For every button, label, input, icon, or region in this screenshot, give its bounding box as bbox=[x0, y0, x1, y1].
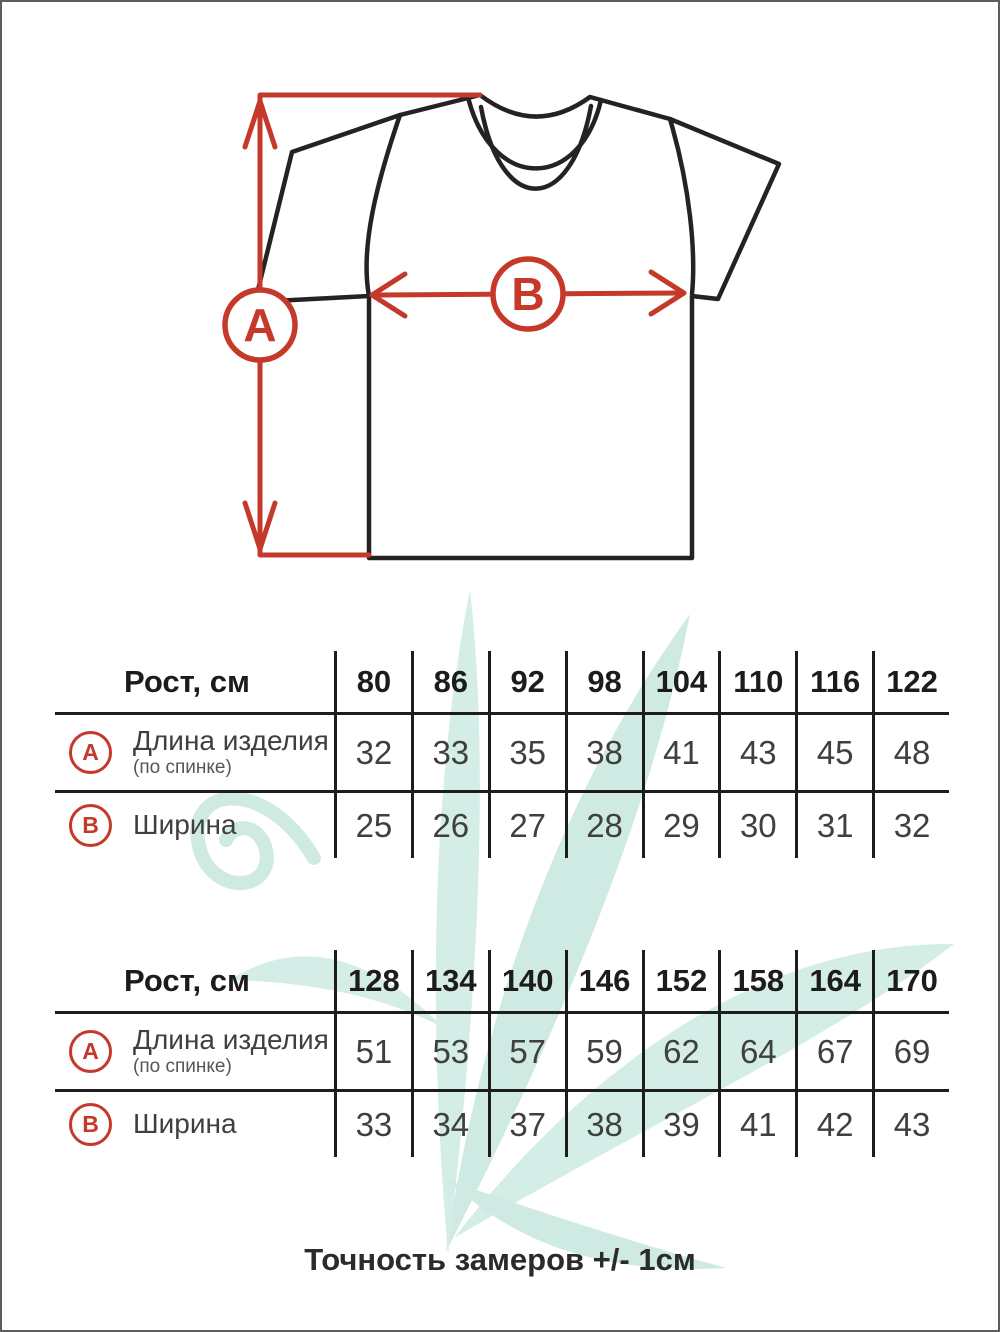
length-label-main: Длина изделия bbox=[133, 724, 329, 756]
tshirt-measurement-diagram bbox=[2, 2, 1000, 602]
size-header-cell: 110 bbox=[718, 651, 795, 712]
value-cell: 42 bbox=[795, 1092, 872, 1157]
width-row bbox=[55, 1092, 949, 1157]
marker-b-badge bbox=[69, 804, 112, 847]
value-cell: 39 bbox=[642, 1092, 719, 1157]
marker-a-letter: A bbox=[82, 1038, 99, 1064]
marker-b-letter: B bbox=[82, 812, 99, 838]
size-table-toddler bbox=[55, 651, 949, 858]
size-header-cell: 134 bbox=[411, 950, 488, 1011]
size-header-cell: 86 bbox=[411, 651, 488, 712]
marker-b-letter: B bbox=[82, 1111, 99, 1137]
size-header-cell: 122 bbox=[872, 651, 949, 712]
size-header-cell: 128 bbox=[334, 950, 411, 1011]
length-row bbox=[55, 1014, 949, 1092]
value-cell: 37 bbox=[488, 1092, 565, 1157]
size-header-cell: 170 bbox=[872, 950, 949, 1011]
table-header-row bbox=[55, 651, 949, 715]
value-cell: 48 bbox=[872, 715, 949, 790]
size-header-cell: 158 bbox=[718, 950, 795, 1011]
height-header-label: Рост, см bbox=[124, 962, 250, 998]
value-cell: 32 bbox=[872, 793, 949, 858]
marker-a-badge bbox=[69, 1030, 112, 1073]
value-cell: 64 bbox=[718, 1014, 795, 1089]
value-cell: 30 bbox=[718, 793, 795, 858]
size-header-cell: 104 bbox=[642, 651, 719, 712]
value-cell: 43 bbox=[872, 1092, 949, 1157]
value-cell: 57 bbox=[488, 1014, 565, 1089]
marker-b-letter: B bbox=[511, 268, 545, 320]
value-cell: 26 bbox=[411, 793, 488, 858]
width-row-label bbox=[55, 793, 334, 858]
value-cell: 28 bbox=[565, 793, 642, 858]
length-label-text bbox=[133, 726, 329, 780]
size-header-cell: 140 bbox=[488, 950, 565, 1011]
value-cell: 33 bbox=[411, 715, 488, 790]
accuracy-note: Точность замеров +/- 1см bbox=[304, 1242, 696, 1277]
value-cell: 38 bbox=[565, 1092, 642, 1157]
length-row bbox=[55, 715, 949, 793]
width-label-text: Ширина bbox=[133, 1108, 237, 1140]
width-label-text: Ширина bbox=[133, 809, 237, 841]
value-cell: 35 bbox=[488, 715, 565, 790]
value-cell: 32 bbox=[334, 715, 411, 790]
width-row-label bbox=[55, 1092, 334, 1157]
right-armhole-seam bbox=[670, 119, 693, 294]
value-cell: 33 bbox=[334, 1092, 411, 1157]
size-header-cell: 146 bbox=[565, 950, 642, 1011]
size-header-cell: 98 bbox=[565, 651, 642, 712]
value-cell: 41 bbox=[642, 715, 719, 790]
marker-a-letter: A bbox=[82, 739, 99, 765]
table-header-row bbox=[55, 950, 949, 1014]
length-label-main: Длина изделия bbox=[133, 1023, 329, 1055]
value-cell: 29 bbox=[642, 793, 719, 858]
size-header-cell: 92 bbox=[488, 651, 565, 712]
value-cell: 38 bbox=[565, 715, 642, 790]
value-cell: 69 bbox=[872, 1014, 949, 1089]
length-label-sub: (по спинке) bbox=[133, 1055, 232, 1077]
value-cell: 34 bbox=[411, 1092, 488, 1157]
value-cell: 45 bbox=[795, 715, 872, 790]
value-cell: 27 bbox=[488, 793, 565, 858]
size-header-cell: 116 bbox=[795, 651, 872, 712]
length-label-sub: (по спинке) bbox=[133, 756, 232, 778]
height-header-label: Рост, см bbox=[124, 663, 250, 699]
size-header-cell: 164 bbox=[795, 950, 872, 1011]
value-cell: 41 bbox=[718, 1092, 795, 1157]
value-cell: 59 bbox=[565, 1014, 642, 1089]
value-cell: 53 bbox=[411, 1014, 488, 1089]
marker-a-badge bbox=[69, 731, 112, 774]
width-row bbox=[55, 793, 949, 858]
size-header-cell: 152 bbox=[642, 950, 719, 1011]
value-cell: 62 bbox=[642, 1014, 719, 1089]
value-cell: 43 bbox=[718, 715, 795, 790]
length-label-text bbox=[133, 1025, 329, 1079]
marker-b-badge bbox=[69, 1103, 112, 1146]
value-cell: 31 bbox=[795, 793, 872, 858]
size-header-cell: 80 bbox=[334, 651, 411, 712]
value-cell: 67 bbox=[795, 1014, 872, 1089]
value-cell: 25 bbox=[334, 793, 411, 858]
size-table-kids bbox=[55, 950, 949, 1157]
length-row-label bbox=[55, 715, 334, 790]
length-row-label bbox=[55, 1014, 334, 1089]
left-armhole-seam bbox=[367, 115, 400, 296]
value-cell: 51 bbox=[334, 1014, 411, 1089]
marker-a-letter: A bbox=[243, 299, 277, 351]
